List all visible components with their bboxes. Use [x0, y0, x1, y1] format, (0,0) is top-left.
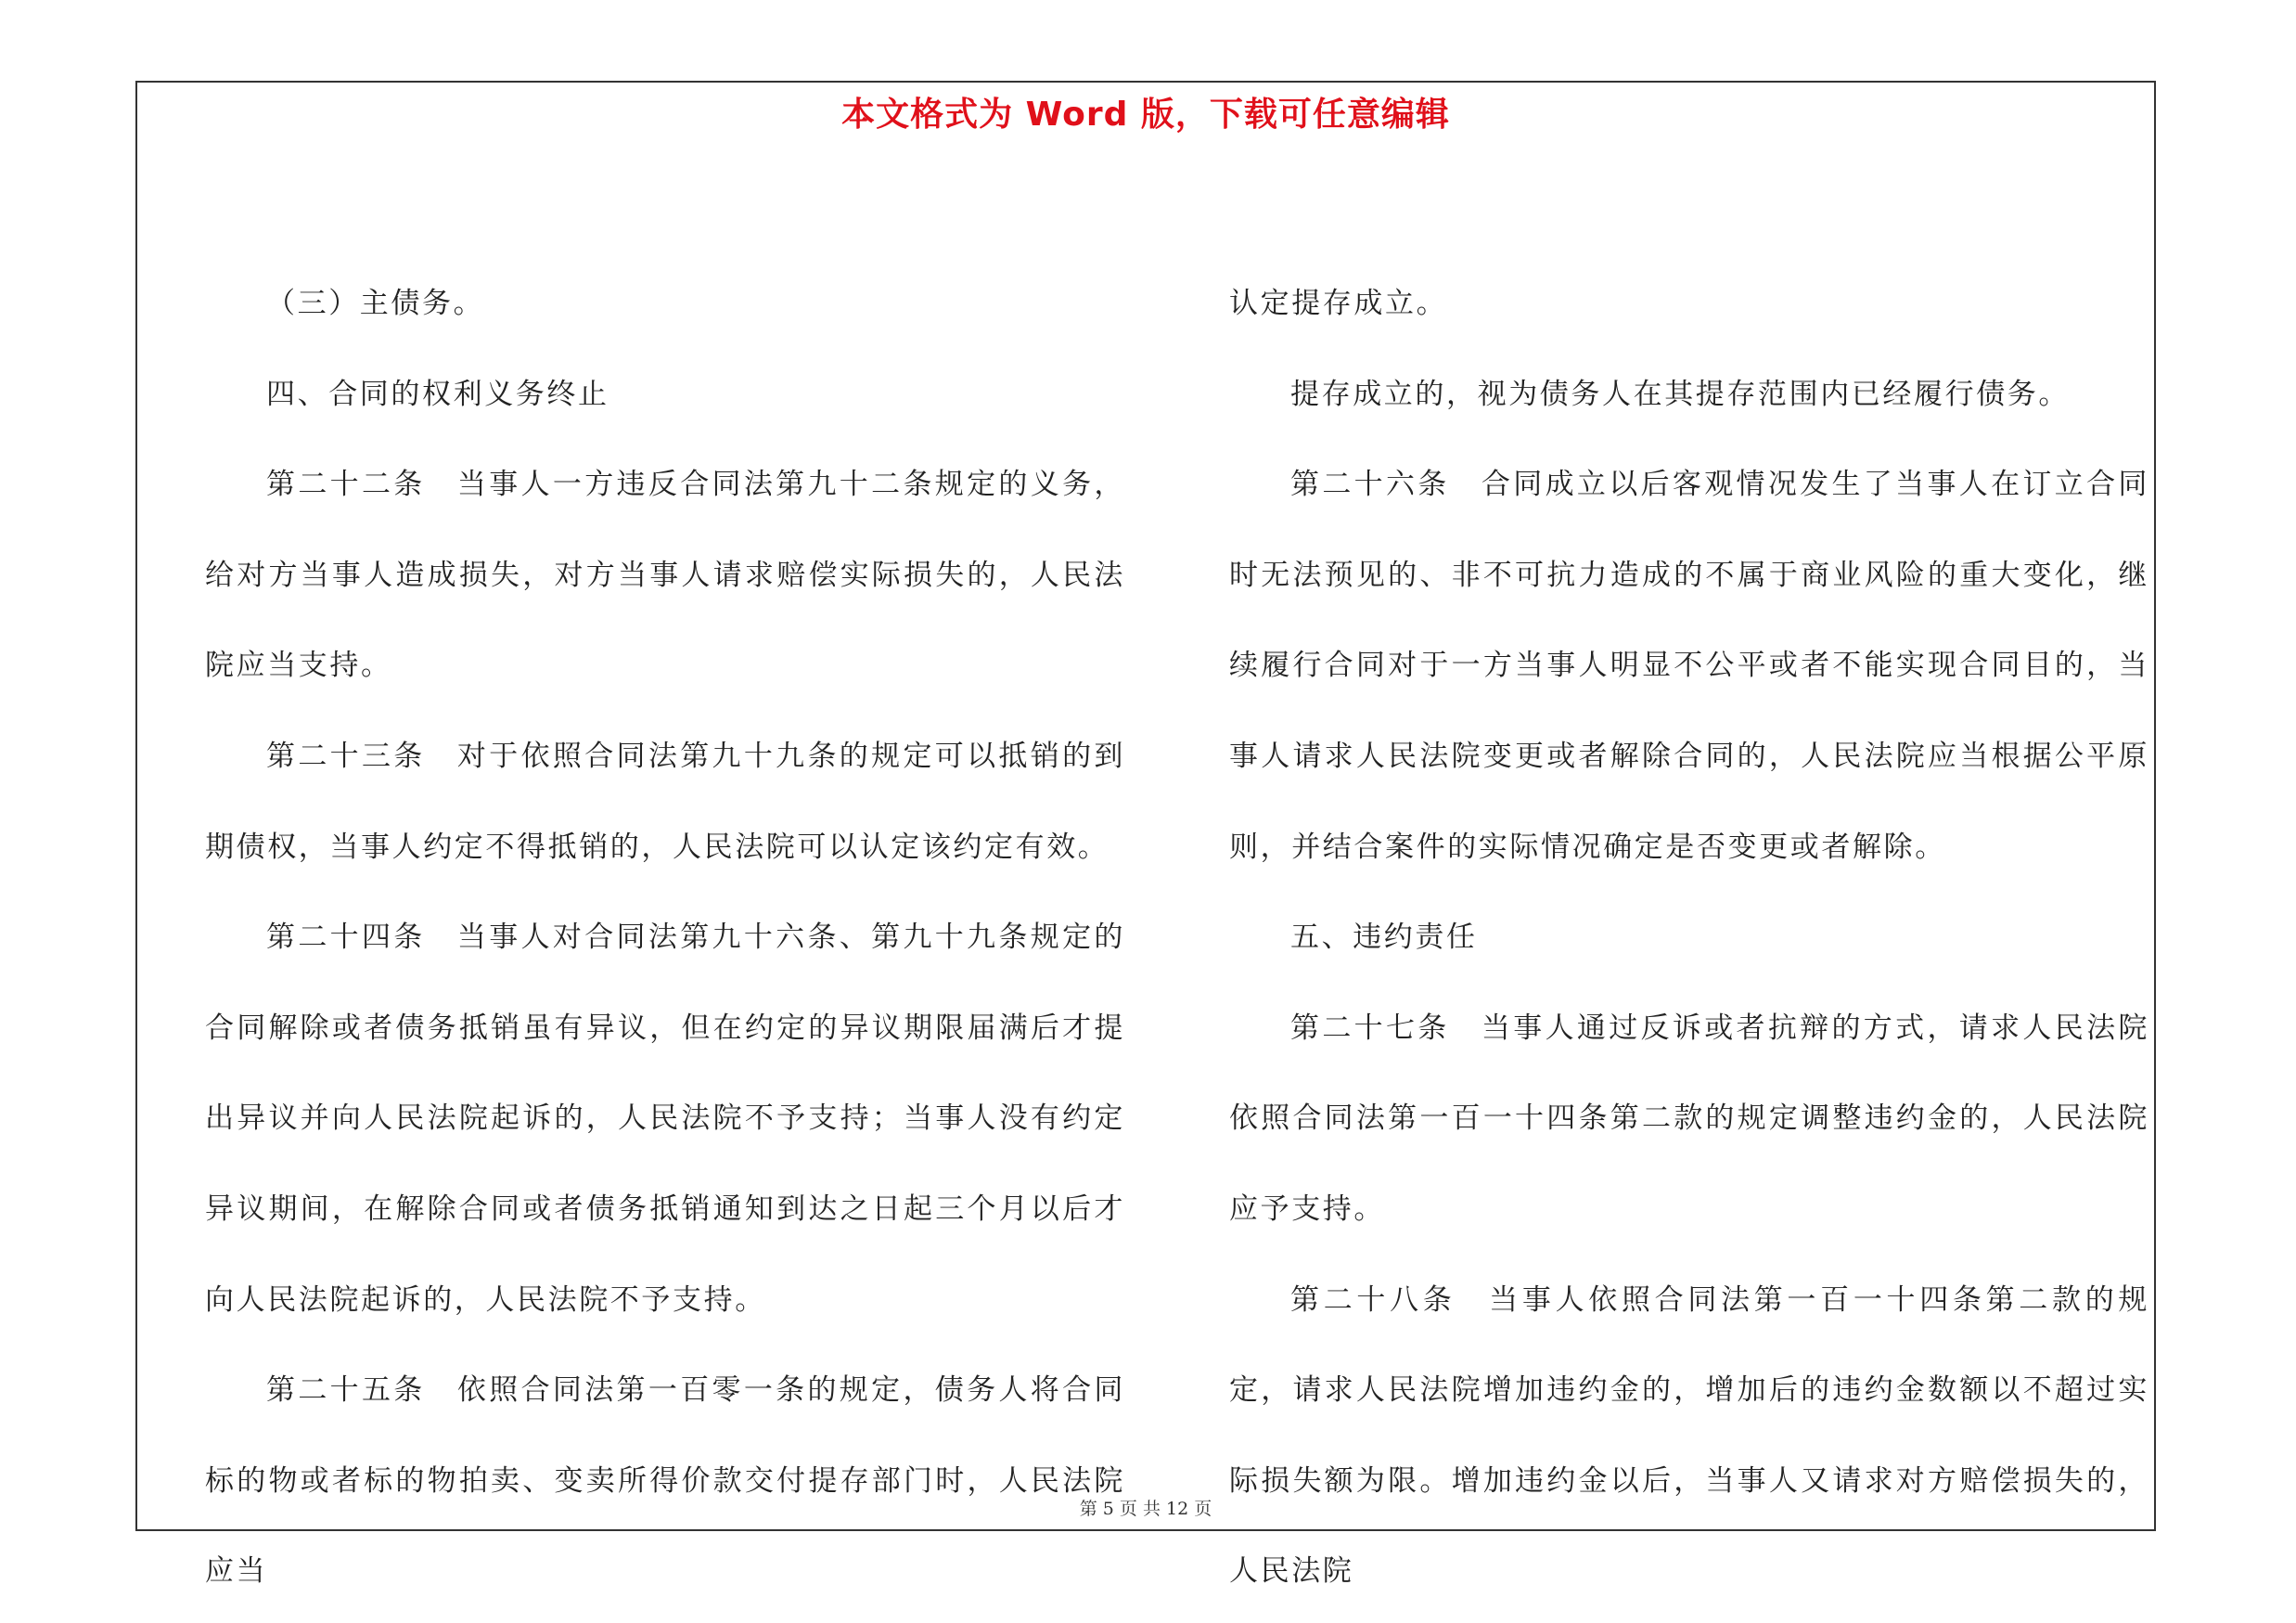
paragraph: 认定提存成立。: [1229, 287, 1448, 320]
paragraph: 第二十八条 当事人依照合同法第一百一十四条第二款的规定，请求人民法院增加违约金的，增加后的违约金数额以不超过实际损失额为限。增加违约金以后，当事人又请求对方赔偿损失的，人民法院: [1229, 1282, 2149, 1589]
right-text-column: [1229, 259, 2149, 1617]
paragraph: 四、合同的权利义务终止: [266, 377, 609, 411]
word-format-banner: 本文格式为 Word 版，下载可任意编辑: [841, 96, 1450, 134]
document-page: [135, 81, 2156, 1589]
paragraph: 第二十五条 依照合同法第一百零一条的规定，债务人将合同标的物或者标的物拍卖、变卖所得价款交付提存部门时，人民法院应当: [205, 1373, 1125, 1589]
paragraph: 第二十四条 当事人对合同法第九十六条、第九十九条规定的合同解除或者债务抵销虽有异议，但在约定的异议期限届满后才提出异议并向人民法院起诉的，人民法院不予支持；当事人没有约定异议期间，在解除合同或者债务抵销通知到达之日起三个月以后才向人民法院起诉的，人民法院不予支持。: [205, 921, 1125, 1317]
left-text-column: [205, 259, 1125, 1617]
paragraph: 提存成立的，视为债务人在其提存范围内已经履行债务。: [1290, 377, 2070, 411]
paragraph: （三）主债务。: [266, 287, 485, 320]
paragraph: 第二十三条 对于依照合同法第九十九条的规定可以抵销的到期债权，当事人约定不得抵销的，人民法院可以认定该约定有效。: [205, 739, 1125, 864]
paragraph: 第二十七条 当事人通过反诉或者抗辩的方式，请求人民法院依照合同法第一百一十四条第二款的规定调整违约金的，人民法院应予支持。: [1229, 1011, 2149, 1226]
paragraph: 第二十六条 合同成立以后客观情况发生了当事人在订立合同时无法预见的、非不可抗力造成的不属于商业风险的重大变化，继续履行合同对于一方当事人明显不公平或者不能实现合同目的，当事人请求人民法院变更或者解除合同的，人民法院应当根据公平原则，并结合案件的实际情况确定是否变更或者解除。: [1229, 468, 2149, 864]
paragraph: 五、违约责任: [1290, 921, 1478, 955]
paragraph: 第二十二条 当事人一方违反合同法第九十二条规定的义务，给对方当事人造成损失，对方当事人请求赔偿实际损失的，人民法院应当支持。: [205, 468, 1125, 683]
page-number-footer: 第 5 页 共 12 页: [1079, 1499, 1212, 1519]
